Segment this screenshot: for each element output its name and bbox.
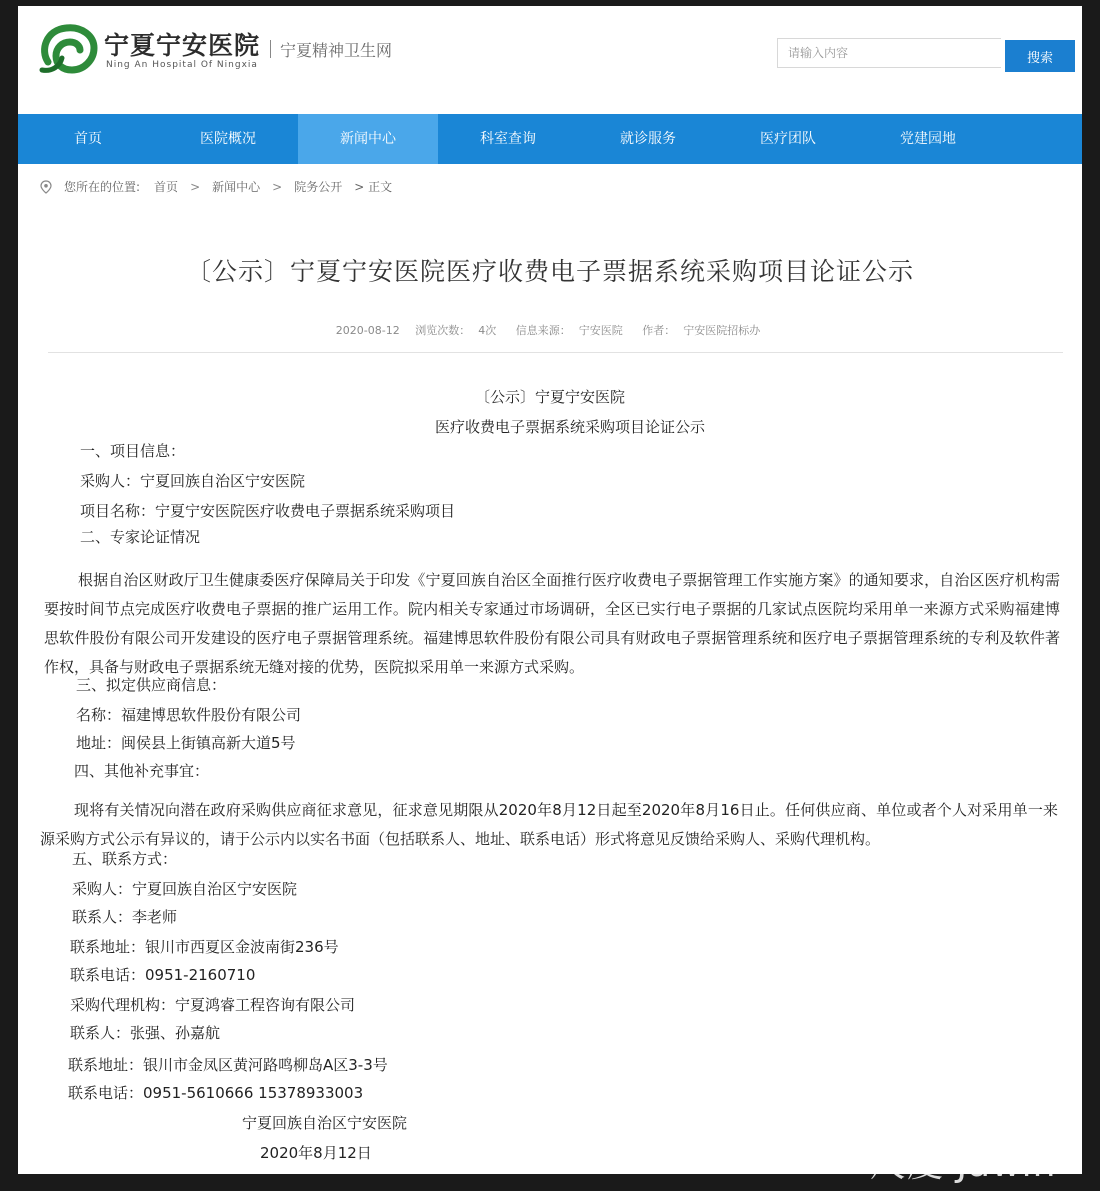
signature-org: 宁夏回族自治区宁安医院 bbox=[242, 1114, 408, 1132]
breadcrumb-separator: > bbox=[190, 179, 201, 194]
project-name-line: 项目名称：宁夏宁安医院医疗收费电子票据系统采购项目 bbox=[80, 502, 456, 520]
nav-item-departments[interactable]: 科室查询 bbox=[480, 131, 536, 147]
views-label: 浏览次数： bbox=[415, 324, 471, 337]
contact-phone-line: 联系电话：0951-2160710 bbox=[70, 966, 256, 984]
search-button[interactable]: 搜索 bbox=[1005, 40, 1075, 72]
section-2-paragraph: 根据自治区财政厅卫生健康委医疗保障局关于印发《宁夏回族自治区全面推行医疗收费电子票据管理工作实施方案》的通知要求，自治区医疗机构需要按时间节点完成医疗收费电子票据的推广运用工作。院内相关专家通过市场调研，全区已实行电子票据的几家试点医院均采用单一来源方式采购福建博思软件股份有限公司开发建设的医疗电子票据管理系统。福建博思软件股份有限公司具有财政电子票据管理系统和医疗电子票据管理系统的专利及软件著作权，具备与财政电子票据系统无缝对接的优势，医院拟采用单一来源方式采购。 bbox=[44, 571, 1060, 676]
nav-item-services[interactable]: 就诊服务 bbox=[620, 131, 676, 147]
views-count: 4次 bbox=[478, 324, 497, 337]
section-3-heading: 三、拟定供应商信息： bbox=[76, 676, 227, 694]
agency-line: 采购代理机构：宁夏鸿睿工程咨询有限公司 bbox=[70, 996, 356, 1014]
nav-item-home[interactable]: 首页 bbox=[74, 131, 102, 147]
author-value: 宁安医院招标办 bbox=[683, 324, 761, 337]
agency-phone-line: 联系电话：0951-5610666 15378933003 bbox=[68, 1084, 364, 1102]
contact-address-line: 联系地址：银川市西夏区金波南街236号 bbox=[70, 938, 339, 956]
nav-item-party[interactable]: 党建园地 bbox=[900, 131, 956, 147]
watermark-text: 尺度·Jawin bbox=[870, 1144, 1057, 1185]
contact-person-line: 联系人：李老师 bbox=[72, 908, 178, 926]
breadcrumb-affairs[interactable]: 院务公开 bbox=[294, 180, 343, 194]
section-4-heading: 四、其他补充事宜： bbox=[74, 762, 210, 780]
breadcrumb-separator: > bbox=[272, 179, 283, 194]
contact-purchaser-line: 采购人：宁夏回族自治区宁安医院 bbox=[72, 880, 298, 898]
agency-contact-line: 联系人：张强、孙嘉航 bbox=[70, 1024, 221, 1042]
supplier-name-line: 名称：福建博思软件股份有限公司 bbox=[76, 706, 302, 724]
section-1-heading: 一、项目信息： bbox=[80, 442, 186, 460]
breadcrumb-news[interactable]: 新闻中心 bbox=[212, 180, 261, 194]
author-label: 作者： bbox=[642, 324, 676, 337]
agency-address-line: 联系地址：银川市金凤区黄河路鸣柳岛A区3-3号 bbox=[68, 1056, 388, 1074]
nav-item-team[interactable]: 医疗团队 bbox=[760, 131, 816, 147]
source-label: 信息来源： bbox=[515, 324, 571, 337]
breadcrumb-current: > 正文 bbox=[354, 180, 393, 194]
source-value: 宁安医院 bbox=[578, 324, 623, 337]
logo-subtitle: Ning An Hospital Of Ningxia bbox=[106, 60, 258, 70]
breadcrumb-prefix: 您所在的位置: bbox=[64, 180, 141, 194]
body-heading-1: 〔公示〕宁夏宁安医院 bbox=[474, 388, 625, 406]
section-2-heading: 二、专家论证情况 bbox=[80, 528, 201, 546]
article-date: 2020-08-12 bbox=[335, 324, 400, 337]
site-subtitle[interactable]: 宁夏精神卫生网 bbox=[280, 41, 393, 60]
nav-item-news[interactable]: 新闻中心 bbox=[298, 114, 438, 164]
logo-title[interactable]: 宁夏宁安医院 bbox=[104, 31, 261, 60]
section-4-paragraph: 现将有关情况向潜在政府采购供应商征求意见，征求意见期限从2020年8月12日起至2020年8月16日止。任何供应商、单位或者个人对采用单一来源采购方式公示有异议的，请于公示内以实名书面（包括联系人、地址、联系电话）形式将意见反馈给采购人、采购代理机构。 bbox=[40, 801, 1058, 848]
signature-date: 2020年8月12日 bbox=[260, 1144, 372, 1162]
nav-item-overview[interactable]: 医院概况 bbox=[200, 131, 256, 147]
browser-page bbox=[18, 6, 1082, 1174]
article-title: 〔公示〕宁夏宁安医院医疗收费电子票据系统采购项目论证公示 bbox=[185, 257, 914, 286]
purchaser-line: 采购人：宁夏回族自治区宁安医院 bbox=[80, 472, 306, 490]
body-heading-2: 医疗收费电子票据系统采购项目论证公示 bbox=[434, 418, 705, 436]
article-body bbox=[18, 6, 1082, 1174]
section-5-heading: 五、联系方式： bbox=[72, 850, 178, 868]
supplier-address-line: 地址：闽侯县上街镇高新大道5号 bbox=[76, 734, 296, 752]
breadcrumb-home[interactable]: 首页 bbox=[154, 180, 179, 194]
